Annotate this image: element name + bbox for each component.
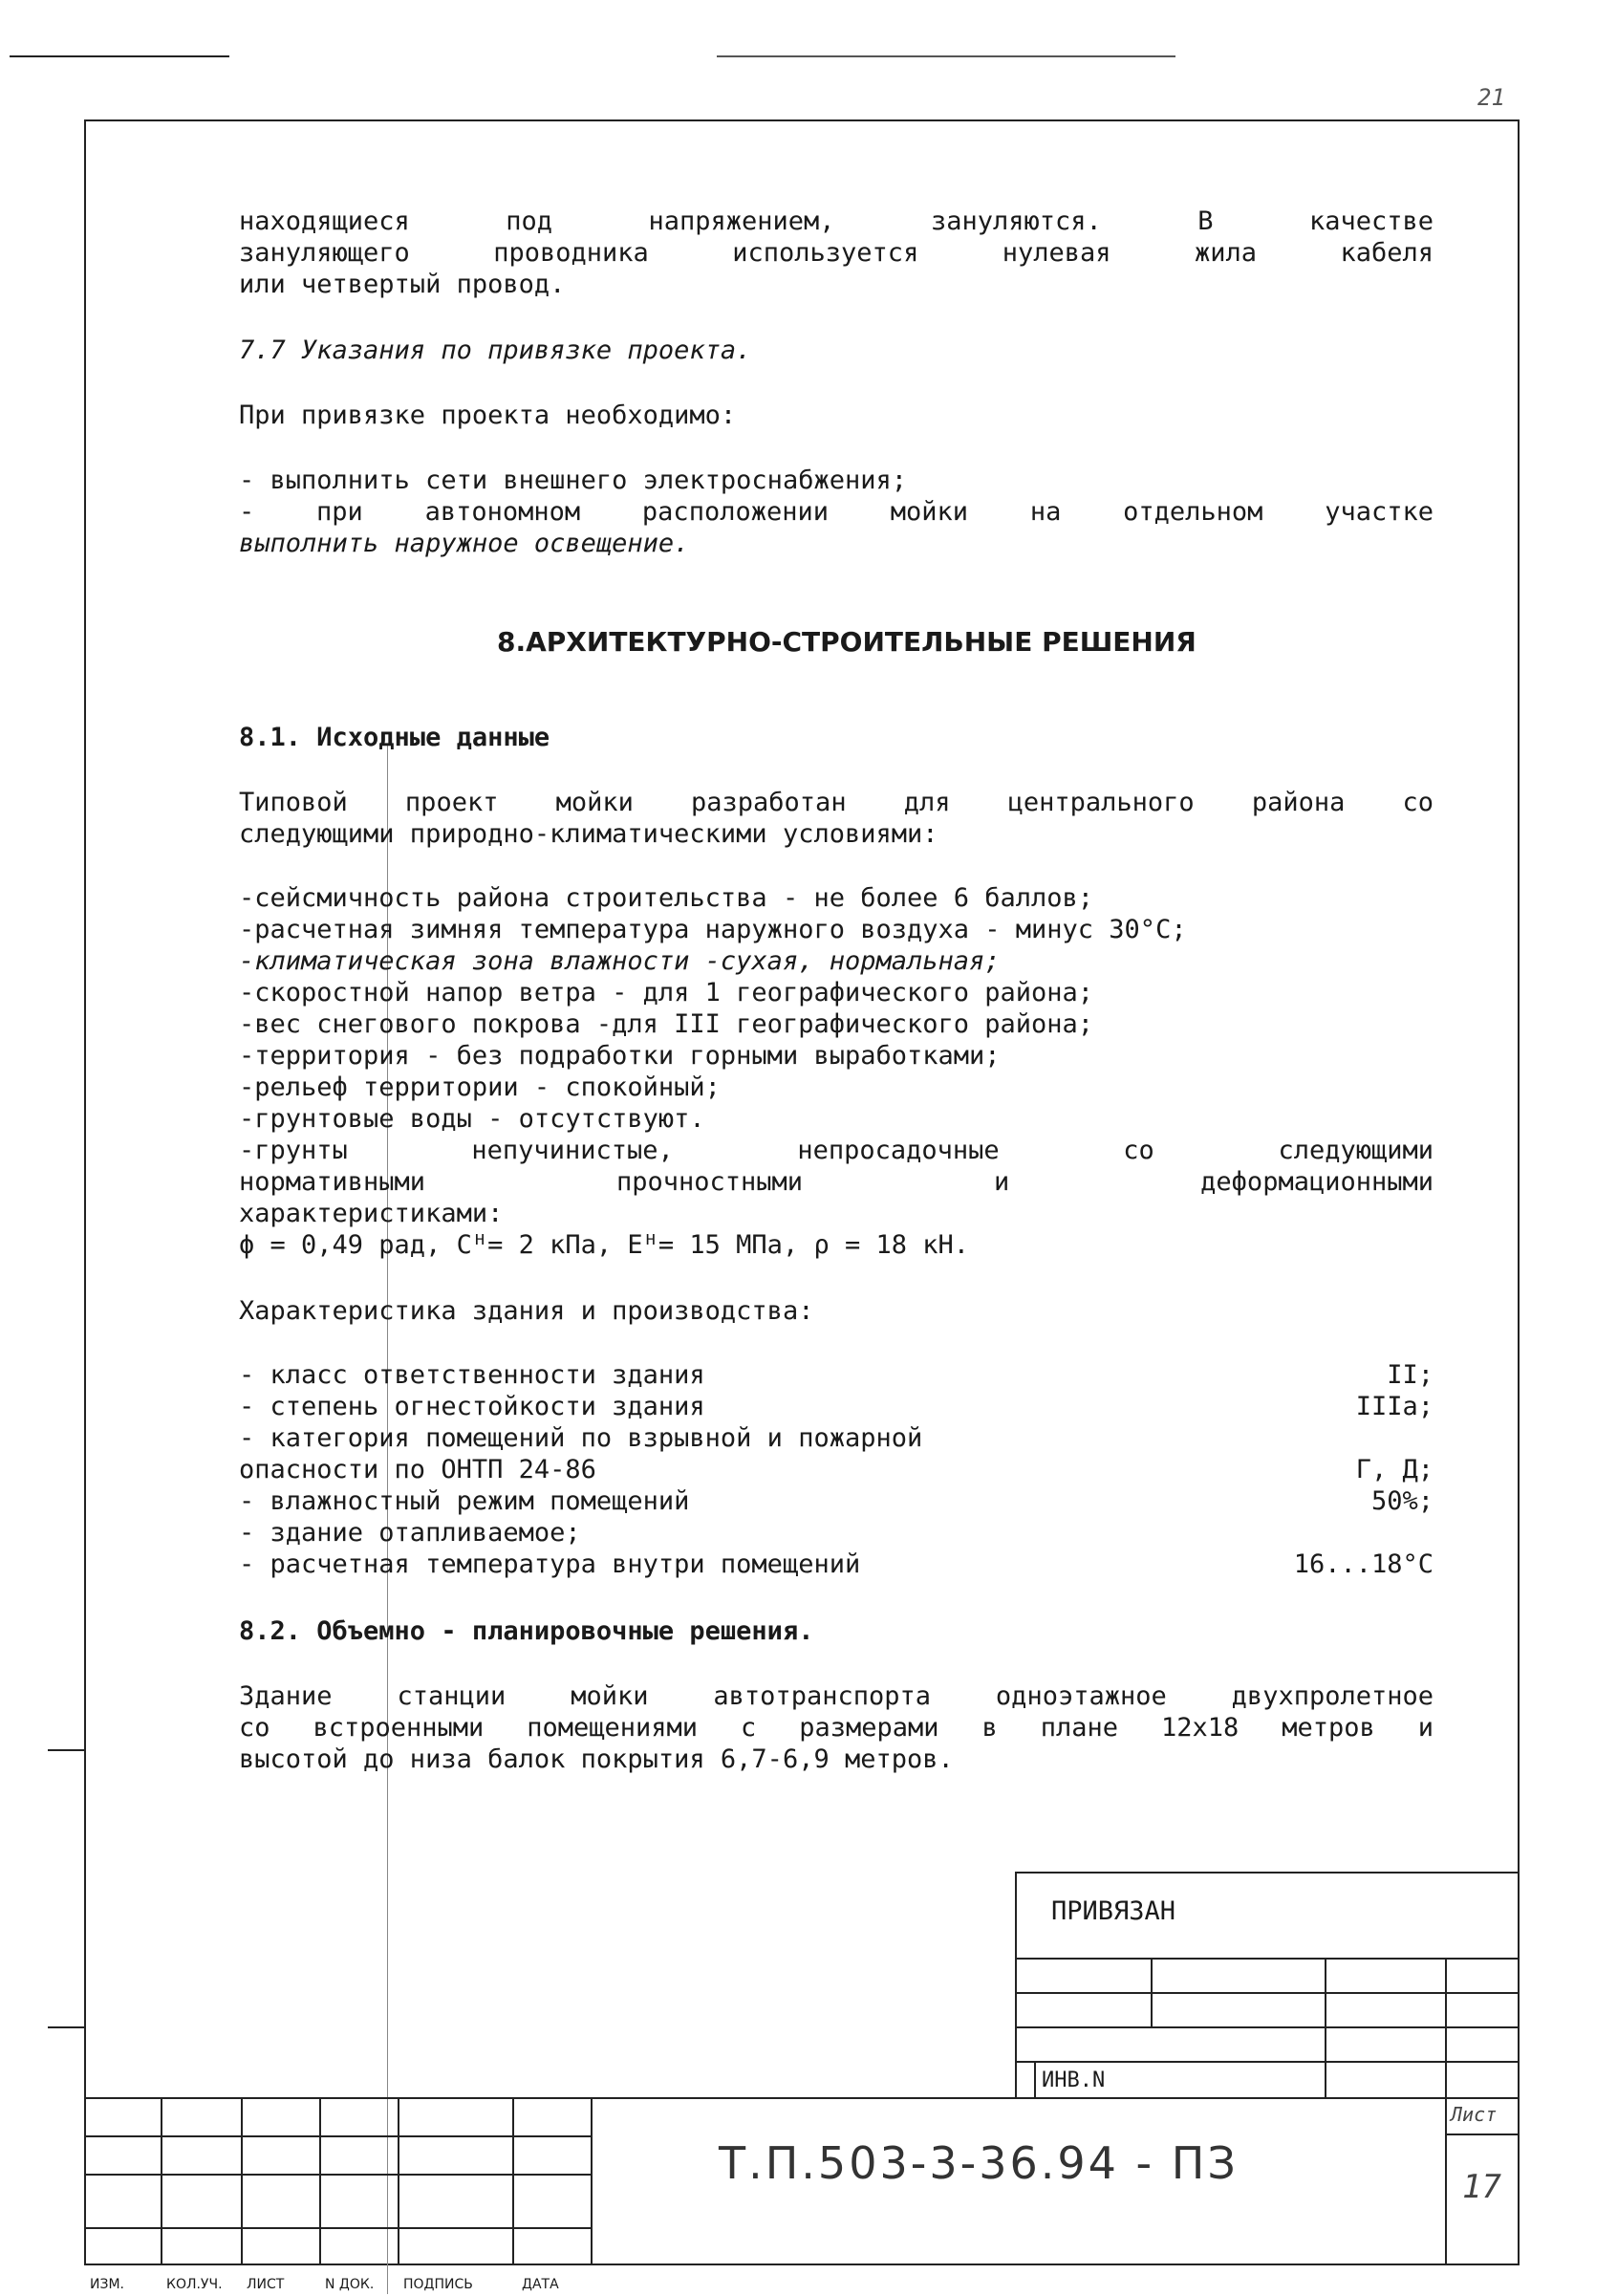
stamp-col-label-podpis: ПОДПИСЬ xyxy=(403,2277,473,2292)
privyazan-col-line-2 xyxy=(1325,1958,1326,2097)
page-top-stroke-2 xyxy=(717,55,1175,57)
stamp-top-line xyxy=(84,2097,1520,2099)
stamp-col-6 xyxy=(591,2097,593,2265)
frame-top-line xyxy=(84,119,1520,121)
building-row-6-label: - здание отапливаемое; xyxy=(239,1518,581,1548)
building-row-4-value: Г, Д; xyxy=(1355,1455,1434,1484)
condition-3: -климатическая зона влажности -сухая, нормальная; xyxy=(239,946,1001,976)
page-left-tick-2 xyxy=(48,2026,86,2028)
section-8-1-title: 8.1. Исходные данные xyxy=(239,723,550,752)
stamp-col-label-ndok: N ДОК. xyxy=(325,2277,375,2292)
building-row-3-label: - категория помещений по взрывной и пожарной xyxy=(239,1423,923,1453)
privyazan-col-line-4 xyxy=(1034,2061,1036,2097)
condition-5: -вес снегового покрова -для III географического района; xyxy=(239,1009,1094,1039)
soil-values: ϕ = 0,49 рад, Cᴴ= 2 кПа, Eᴴ= 15 МПа, ρ = 18 кН. xyxy=(239,1230,970,1260)
privyazan-col-line-1 xyxy=(1151,1958,1153,2026)
privyazan-box xyxy=(1015,1872,1520,2099)
soil-line-a: -грунты непучинистые, непросадочные со следующими xyxy=(239,1136,1434,1165)
stamp-col-4 xyxy=(398,2097,399,2265)
frame-left-line xyxy=(84,119,86,2265)
building-row-1-value: II; xyxy=(1387,1360,1434,1390)
stamp-col-5 xyxy=(512,2097,514,2265)
section-8-2-title: 8.2. Объемно - планировочные решения. xyxy=(239,1616,814,1646)
condition-2: -расчетная зимняя температура наружного воздуха - минус 30°С; xyxy=(239,915,1187,944)
page-top-stroke xyxy=(10,55,229,57)
privyazan-col-line-3 xyxy=(1445,1958,1447,2097)
sheet-label: Лист xyxy=(1451,2103,1498,2126)
condition-8: -грунтовые воды - отсутствуют. xyxy=(239,1104,705,1134)
soil-line-c: характеристиками: xyxy=(239,1199,504,1228)
intro-line-2: зануляющего проводника используется нулевая жила кабеля xyxy=(239,238,1434,268)
stamp-col-3 xyxy=(319,2097,321,2265)
intro-line-1: находящиеся под напряжением, зануляются. В качестве xyxy=(239,206,1434,236)
condition-4: -скоростной напор ветра - для 1 географического района; xyxy=(239,978,1094,1007)
soil-line-b: нормативными прочностными и деформационными xyxy=(239,1167,1434,1197)
stamp-col-1 xyxy=(161,2097,162,2265)
building-row-4-label: опасности по ОНТП 24-86 xyxy=(239,1455,596,1484)
section-8-2-para-b: со встроенными помещениями с размерами в плане 12х18 метров и xyxy=(239,1713,1434,1743)
designation: Т.П.503-3-36.94 - ПЗ xyxy=(719,2137,1239,2189)
building-row-7-label: - расчетная температура внутри помещений xyxy=(239,1549,861,1579)
building-row-7-value: 16...18°С xyxy=(1293,1549,1434,1579)
corner-page-number: 21 xyxy=(1477,84,1505,111)
intro-line-3: или четвертый провод. xyxy=(239,270,566,299)
inv-label: ИНВ.N xyxy=(1042,2069,1106,2092)
frame-bottom-line xyxy=(84,2264,1520,2265)
section-7-7-item-1: - выполнить сети внешнего электроснабжения; xyxy=(239,466,907,495)
stamp-col-label-list: ЛИСТ xyxy=(247,2277,285,2292)
building-row-5-label: - влажностный режим помещений xyxy=(239,1486,690,1516)
building-row-1-label: - класс ответственности здания xyxy=(239,1360,705,1390)
section-7-7-lead: При привязке проекта необходимо: xyxy=(239,401,737,430)
stamp-sheet-divider xyxy=(1445,2134,1520,2135)
section-7-7-item-2b: выполнить наружное освещение. xyxy=(239,529,690,558)
building-row-2-value: IIIа; xyxy=(1355,1392,1434,1421)
stamp-sheet-col xyxy=(1445,2097,1447,2265)
section-8-1-para-a: Типовой проект мойки разработан для центрального района со xyxy=(239,788,1434,817)
section-8-heading: 8.АРХИТЕКТУРНО-СТРОИТЕЛЬНЫЕ РЕШЕНИЯ xyxy=(497,626,1197,658)
condition-1: -сейсмичность района строительства - не более 6 баллов; xyxy=(239,883,1094,913)
section-8-2-para-c: высотой до низа балок покрытия 6,7-6,9 метров. xyxy=(239,1744,954,1774)
privyazan-label: ПРИВЯЗАН xyxy=(1051,1896,1176,1926)
sheet-number: 17 xyxy=(1462,2168,1501,2206)
condition-7: -рельеф территории - спокойный; xyxy=(239,1072,721,1102)
building-row-2-label: - степень огнестойкости здания xyxy=(239,1392,705,1421)
page-left-tick xyxy=(48,1749,86,1751)
stamp-col-label-data: ДАТА xyxy=(522,2277,559,2292)
stamp-col-2 xyxy=(241,2097,243,2265)
section-8-1-para-b: следующими природно-климатическими условиями: xyxy=(239,819,938,849)
section-7-7-title: 7.7 Указания по привязке проекта. xyxy=(239,336,752,365)
stamp-col-label-kolvo: КОЛ.УЧ. xyxy=(166,2277,223,2292)
building-row-5-value: 50%; xyxy=(1370,1486,1434,1516)
section-7-7-item-2a: - при автономном расположении мойки на отдельном участке xyxy=(239,497,1434,527)
section-8-2-para-a: Здание станции мойки автотранспорта одноэтажное двухпролетное xyxy=(239,1681,1434,1711)
building-title: Характеристика здания и производства: xyxy=(239,1296,814,1326)
stamp-col-label-izm: ИЗМ. xyxy=(90,2277,124,2292)
condition-6: -территория - без подработки горными выработками; xyxy=(239,1041,1001,1071)
